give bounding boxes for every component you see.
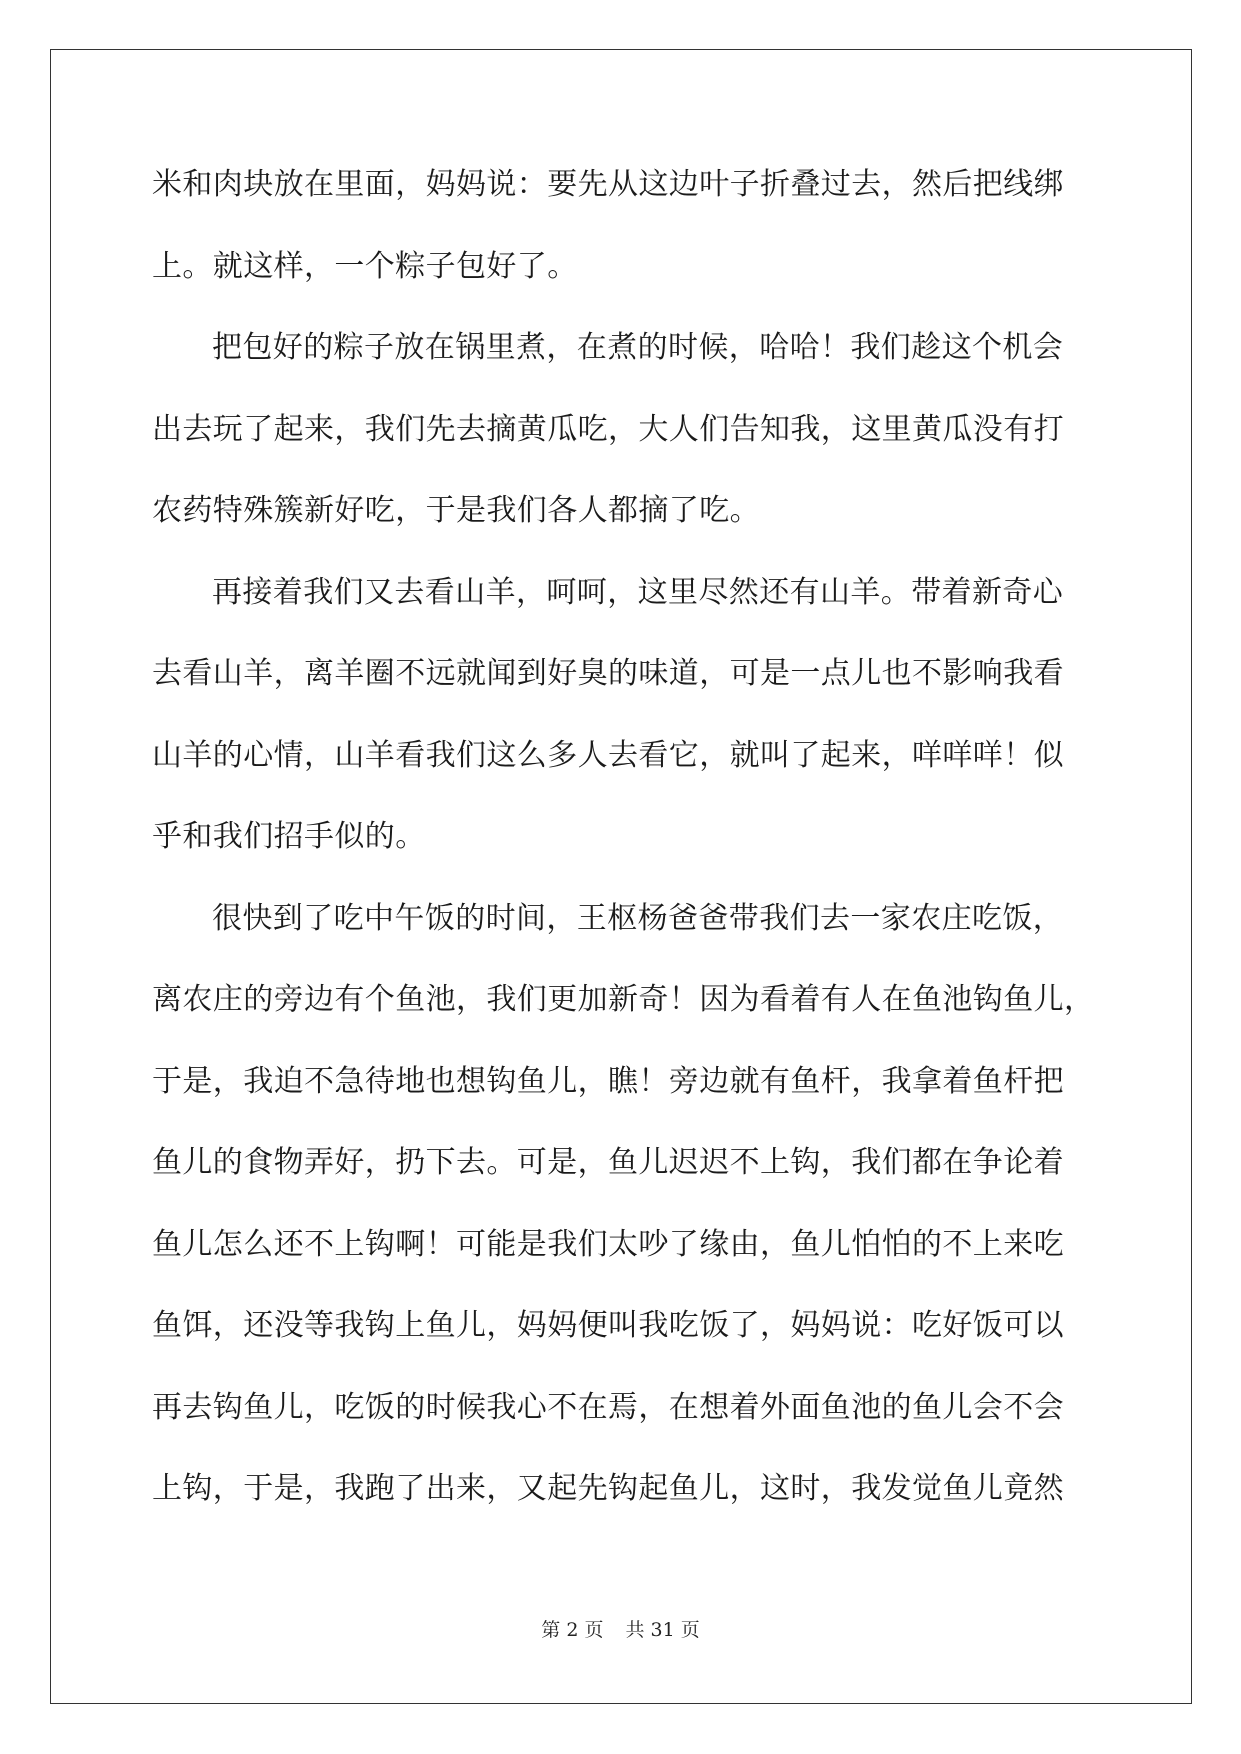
text-line: 于是，我迫不急待地也想钩鱼儿，瞧！旁边就有鱼杆，我拿着鱼杆把 bbox=[152, 1063, 1064, 1099]
text-line: 米和肉块放在里面，妈妈说：要先从这边叶子折叠过去，然后把线绑 bbox=[152, 167, 1064, 202]
text-line: 鱼饵，还没等我钩上鱼儿，妈妈便叫我吃饭了，妈妈说：吃好饭可以 bbox=[152, 1308, 1064, 1343]
page-number: 第 2 页 bbox=[541, 1619, 604, 1641]
document-body bbox=[152, 160, 1112, 1546]
text-line: 去看山羊，离羊圈不远就闻到好臭的味道，可是一点儿也不影响我看 bbox=[152, 656, 1064, 691]
text-line: 很快到了吃中午饭的时间，王枢杨爸爸带我们去一家农庄吃饭， bbox=[212, 900, 1064, 936]
text-line: 再去钩鱼儿，吃饭的时候我心不在焉，在想着外面鱼池的鱼儿会不会 bbox=[152, 1389, 1064, 1425]
text-line: 再接着我们又去看山羊，呵呵，这里尽然还有山羊。带着新奇心 bbox=[212, 574, 1064, 610]
text-line: 离农庄的旁边有个鱼池，我们更加新奇！因为看着有人在鱼池钩鱼儿， bbox=[152, 982, 1095, 1017]
text-line: 把包好的粽子放在锅里煮，在煮的时候，哈哈！我们趁这个机会 bbox=[212, 330, 1064, 365]
text-line: 上。就这样，一个粽子包好了。 bbox=[152, 248, 578, 284]
text-line: 山羊的心情，山羊看我们这么多人去看它，就叫了起来，咩咩咩！似 bbox=[152, 737, 1064, 773]
text-line: 乎和我们招手似的。 bbox=[152, 819, 426, 854]
text-line: 上钩，于是，我跑了出来，又起先钩起鱼儿，这时，我发觉鱼儿竟然 bbox=[152, 1471, 1064, 1506]
text-line: 农药特殊簇新好吃，于是我们各人都摘了吃。 bbox=[152, 493, 760, 528]
page-footer bbox=[0, 1618, 1241, 1642]
text-line: 鱼儿怎么还不上钩啊！可能是我们太吵了缘由，鱼儿怕怕的不上来吃 bbox=[152, 1226, 1064, 1262]
page-total: 共 31 页 bbox=[625, 1619, 700, 1641]
text-line: 鱼儿的食物弄好，扔下去。可是，鱼儿迟迟不上钩，我们都在争论着 bbox=[152, 1145, 1064, 1180]
text-line: 出去玩了起来，我们先去摘黄瓜吃，大人们告知我，这里黄瓜没有打 bbox=[152, 411, 1064, 447]
